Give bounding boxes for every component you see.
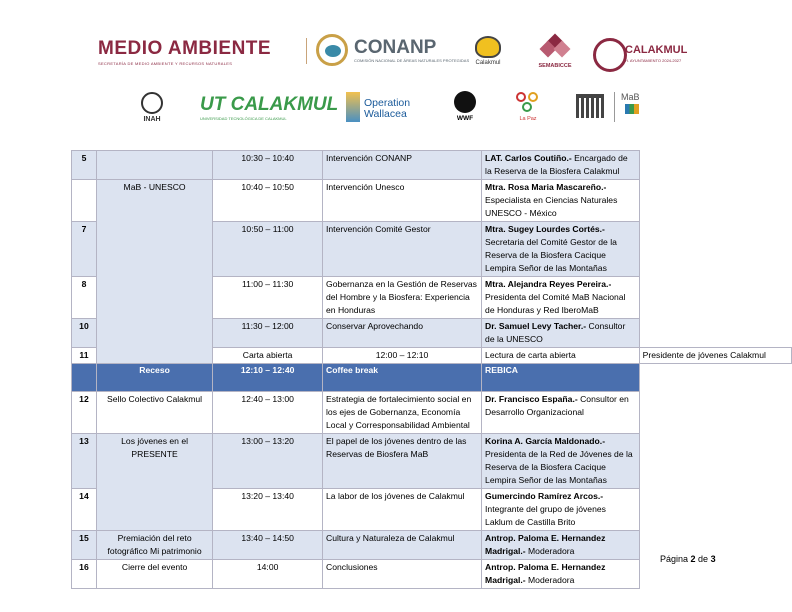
footer-prefix: Página — [660, 554, 691, 564]
time-cell: 13:00 – 13:20 — [213, 434, 323, 489]
activity-cell: Conclusiones — [323, 560, 482, 589]
speaker-role: Consultor de la UNESCO — [485, 321, 626, 344]
speaker-name: Dr. Francisco España.- — [485, 394, 578, 404]
speaker-name: Korina A. García Maldonado.- — [485, 436, 606, 446]
activity-cell: Intervención Comité Gestor — [323, 222, 482, 277]
speaker-role: Moderadora — [525, 546, 575, 556]
schedule-table — [71, 150, 792, 589]
speaker-name: Antrop. Paloma E. Hernandez Madrigal.- — [485, 533, 606, 556]
speaker-cell — [482, 151, 640, 180]
row-number: 8 — [72, 277, 97, 319]
medio-ambiente-subtitle: SECRETARÍA DE MEDIO AMBIENTE Y RECURSOS NATURALES — [98, 61, 233, 66]
speaker-role: Moderadora — [525, 575, 575, 585]
conanp-emblem-icon — [316, 34, 348, 66]
activity-cell: Conservar Aprovechando — [323, 319, 482, 348]
la-paz-emblem-icon — [514, 92, 542, 114]
time-cell: 12:40 – 13:00 — [213, 392, 323, 434]
speaker-cell — [482, 180, 640, 222]
calakmul-jaguar-logo — [473, 36, 503, 66]
session-cell: Sello Colectivo Calakmul — [96, 392, 212, 434]
speaker-name: Antrop. Paloma E. Hernandez Madrigal.- — [485, 562, 606, 585]
activity-cell: Coffee break — [323, 364, 482, 392]
speaker-role: Consultor en Desarrollo Organizacional — [485, 394, 629, 417]
time-cell: 10:30 – 10:40 — [213, 151, 323, 180]
session-cell: Cierre del evento — [96, 560, 212, 589]
time-cell: 13:40 – 14:50 — [213, 531, 323, 560]
session-cell: Los jóvenes en el PRESENTE — [96, 434, 212, 531]
time-cell: 11:30 – 12:00 — [213, 319, 323, 348]
time-cell: 12:10 – 12:40 — [213, 364, 323, 392]
activity-cell: Intervención CONANP — [323, 151, 482, 180]
time-cell: 12:00 – 12:10 — [323, 348, 482, 364]
inah-logo — [137, 92, 167, 123]
calakmul-emblem-icon — [593, 38, 627, 72]
table-row — [72, 392, 792, 434]
table-row-receso — [72, 364, 792, 392]
speaker-role: Integrante del grupo de jóvenes Laklum de Castilla Brito — [485, 504, 606, 527]
activity-cell: Intervención Unesco — [323, 180, 482, 222]
row-number: 7 — [72, 222, 97, 277]
session-cell: Carta abierta — [213, 348, 323, 364]
speaker-cell — [482, 222, 640, 277]
header-logos — [0, 0, 792, 150]
row-number: 12 — [72, 392, 97, 434]
speaker-cell: Presidente de jóvenes Calakmul — [639, 348, 791, 364]
conanp-subtitle: COMISIÓN NACIONAL DE ÁREAS NATURALES PROTEGIDAS — [354, 58, 470, 63]
session-cell: Premiación del reto fotográfico Mi patrimonio — [96, 531, 212, 560]
session-cell: MaB - UNESCO — [96, 180, 212, 364]
activity-cell: Gobernanza en la Gestión de Reservas del Hombre y la Biosfera: Experiencia en Honduras — [323, 277, 482, 319]
row-number: 10 — [72, 319, 97, 348]
unesco-logo — [576, 94, 606, 118]
row-number: 16 — [72, 560, 97, 589]
table-row — [72, 180, 792, 222]
speaker-role: Presidenta de la Red de Jóvenes de la Reserva de la Biosfera Cacique Lempira Señor de las Montañas — [485, 449, 633, 485]
ut-calakmul-logo — [200, 94, 338, 121]
speaker-cell — [482, 319, 640, 348]
session-cell: Receso — [96, 364, 212, 392]
row-number: 5 — [72, 151, 97, 180]
speaker-role: Encargado de la Reserva de la Biosfera Calakmul — [485, 153, 628, 176]
row-number: 14 — [72, 489, 97, 531]
operation-wallacea-icon — [346, 92, 360, 122]
panda-icon — [454, 91, 476, 113]
inah-emblem-icon — [141, 92, 163, 114]
la-paz-label: La Paz — [519, 116, 537, 122]
ut-calakmul-title: UT CALAKMUL — [200, 94, 339, 115]
medio-ambiente-title: MEDIO AMBIENTE — [98, 38, 272, 59]
time-cell: 11:00 – 11:30 — [213, 277, 323, 319]
speaker-cell — [482, 277, 640, 319]
row-number: 11 — [72, 348, 97, 364]
speaker-name: Dr. Samuel Levy Tacher.- — [485, 321, 587, 331]
time-cell: 13:20 – 13:40 — [213, 489, 323, 531]
row-number — [72, 364, 97, 392]
speaker-role: Secretaria del Comité Gestor de la Reserva de la Biosfera Cacique Lempira Señor de las Montañas — [485, 237, 617, 273]
table-row — [72, 434, 792, 489]
speaker-name: Mtra. Rosa Maria Mascareño.- — [485, 182, 607, 192]
speaker-cell — [482, 560, 640, 589]
operation-wallacea-logo — [346, 92, 411, 124]
semabicce-logo — [535, 36, 575, 69]
mab-bars-icon — [625, 104, 639, 114]
speaker-role: Especialista en Ciencias Naturales UNESCO - México — [485, 195, 618, 218]
speaker-cell — [482, 392, 640, 434]
calakmul-small-label: Calakmul — [475, 60, 501, 66]
speaker-name: Mtra. Sugey Lourdes Cortés.- — [485, 224, 605, 234]
speaker-cell — [482, 489, 640, 531]
table-row — [72, 151, 792, 180]
semabicce-label: SEMABICCE — [538, 63, 572, 69]
row-number: 15 — [72, 531, 97, 560]
activity-cell: Cultura y Naturaleza de Calakmul — [323, 531, 482, 560]
la-paz-logo — [512, 92, 544, 122]
speaker-name: LAT. Carlos Coutiño.- — [485, 153, 572, 163]
activity-cell: Estrategia de fortalecimiento social en los ejes de Gobernanza, Economía Local y Corresponsabilidad Ambiental — [323, 392, 482, 434]
operation-wallacea-label: Operation Wallacea — [364, 97, 411, 120]
conanp-title: CONANP — [354, 37, 437, 58]
row-number: 13 — [72, 434, 97, 489]
activity-cell: Lectura de carta abierta — [482, 348, 640, 364]
speaker-cell — [482, 531, 640, 560]
time-cell: 10:50 – 11:00 — [213, 222, 323, 277]
medio-ambiente-logo — [98, 38, 271, 66]
speaker-name: Mtra. Alejandra Reyes Pereira.- — [485, 279, 612, 289]
footer-page: 2 — [690, 554, 696, 564]
row-number — [72, 180, 97, 222]
unesco-temple-icon — [576, 94, 604, 118]
mab-label: MaB — [621, 92, 640, 102]
logo-divider — [306, 38, 307, 64]
semabicce-emblem-icon — [542, 36, 568, 60]
inah-label: INAH — [143, 116, 161, 123]
wwf-logo — [452, 91, 478, 122]
wwf-label: WWF — [456, 115, 474, 122]
time-cell: 10:40 – 10:50 — [213, 180, 323, 222]
mab-logo — [614, 92, 647, 122]
session-cell — [96, 151, 212, 180]
page-footer — [660, 554, 716, 564]
speaker-cell: REBICA — [482, 364, 640, 392]
footer-total: 3 — [710, 554, 716, 564]
activity-cell: La labor de los jóvenes de Calakmul — [323, 489, 482, 531]
ut-calakmul-subtitle: UNIVERSIDAD TECNOLÓGICA DE CALAKMUL — [200, 116, 287, 121]
activity-cell: El papel de los jóvenes dentro de las Reservas de Biosfera MaB — [323, 434, 482, 489]
speaker-role: Presidenta del Comité MaB Nacional de Honduras y Red IberoMaB — [485, 292, 626, 315]
speaker-name: Gumercindo Ramírez Arcos.- — [485, 491, 604, 501]
calakmul-gov-subtitle: H. AYUNTAMIENTO 2024-2027 — [625, 58, 682, 63]
jaguar-icon — [475, 36, 501, 58]
calakmul-gov-title: CALAKMUL — [625, 44, 688, 56]
time-cell: 14:00 — [213, 560, 323, 589]
speaker-cell — [482, 434, 640, 489]
footer-middle: de — [695, 554, 711, 564]
